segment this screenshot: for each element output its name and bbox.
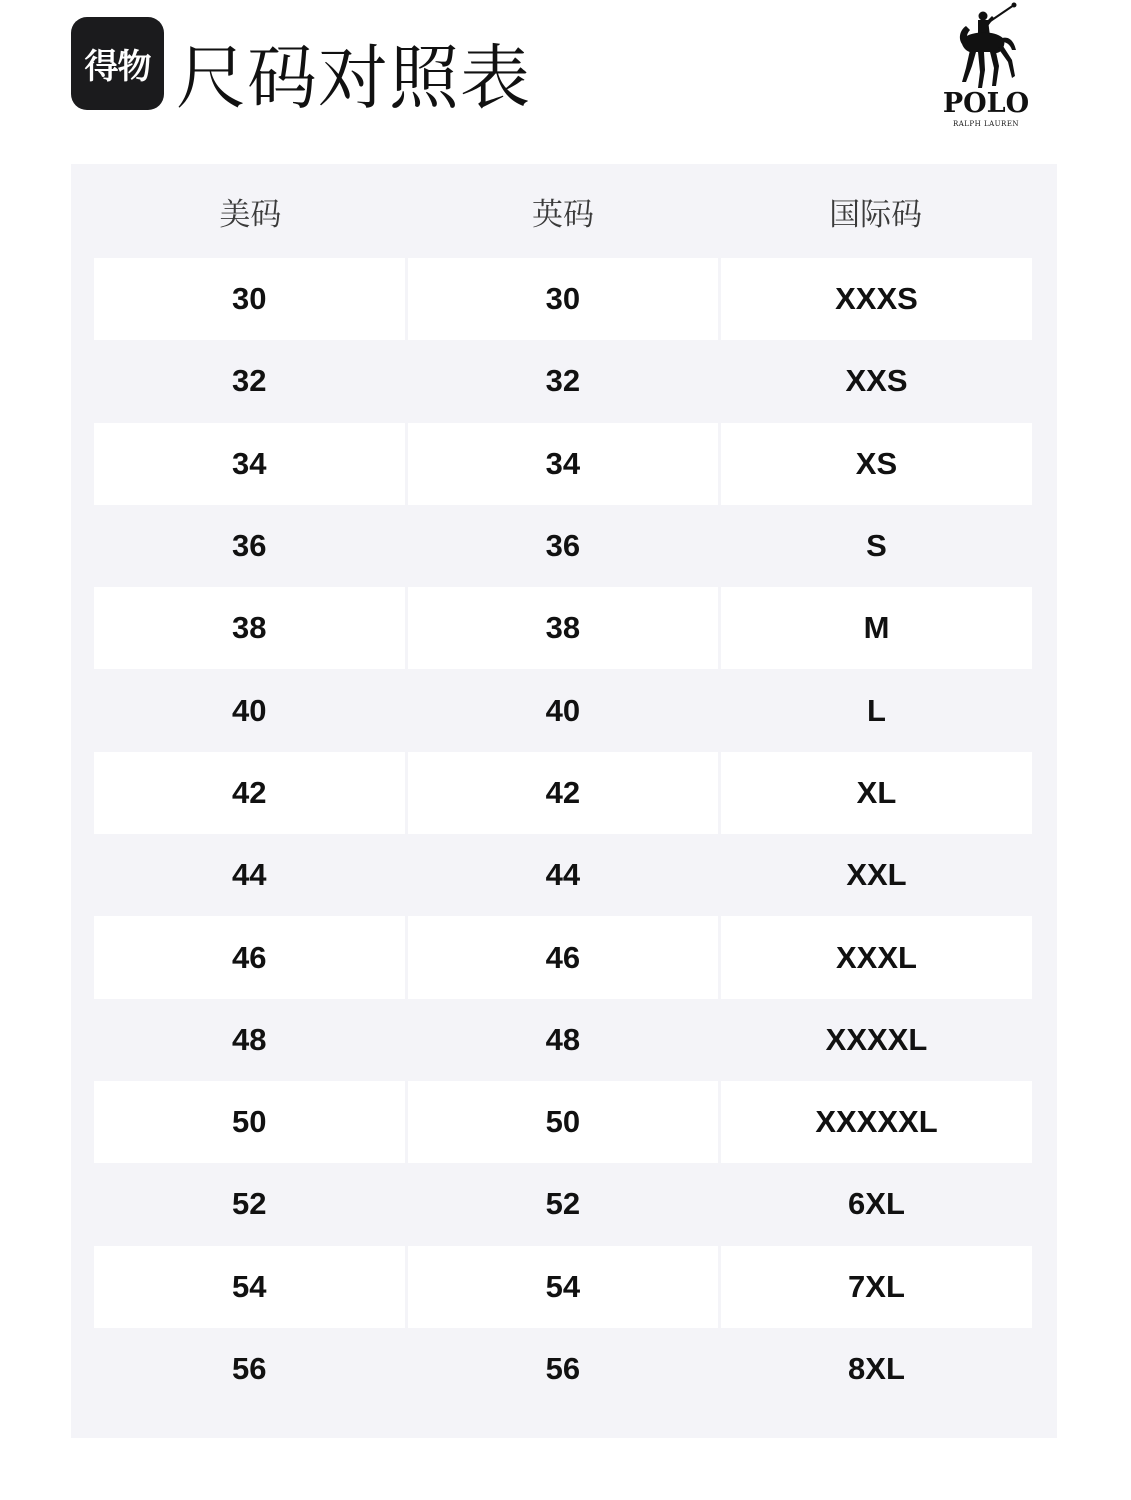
cell-uk-size: 48	[545, 1021, 581, 1057]
cell-uk-size: 34	[408, 423, 719, 505]
app-logo-text: 得物	[84, 47, 151, 87]
cell-uk-size: 36	[545, 528, 581, 564]
table-row	[94, 423, 1032, 505]
app-logo-badge	[71, 17, 164, 110]
table-row	[94, 916, 1032, 998]
cell-us-size: 56	[232, 1351, 267, 1386]
cell-uk-size: 42	[408, 752, 719, 834]
table-row	[94, 1163, 1032, 1245]
cell-us-size: 36	[232, 528, 267, 564]
brand-subtitle: RALPH LAUREN	[952, 120, 1020, 128]
cell-international-size: 6XL	[848, 1186, 905, 1222]
cell-uk-size: 32	[545, 363, 581, 399]
cell-uk-size: 38	[408, 587, 719, 669]
page-header	[0, 0, 1131, 150]
cell-us-size: 54	[94, 1246, 405, 1328]
table-row	[94, 669, 1032, 751]
table-row	[94, 834, 1032, 916]
cell-us-size: 44	[232, 857, 267, 893]
cell-international-size: XXS	[845, 363, 908, 399]
cell-international-size: L	[867, 692, 886, 728]
table-header-row	[94, 164, 1032, 258]
cell-us-size: 48	[232, 1021, 267, 1057]
size-chart-table	[71, 164, 1057, 1438]
cell-international-size: XL	[721, 752, 1032, 834]
brand-name: POLO	[942, 88, 1030, 119]
column-header-international-size: 国际码	[829, 196, 923, 233]
cell-us-size: 34	[94, 423, 405, 505]
cell-us-size: 46	[94, 916, 405, 998]
table-row	[94, 258, 1032, 340]
table-row	[94, 587, 1032, 669]
cell-us-size: 32	[232, 363, 267, 399]
column-header-us-size: 美码	[219, 196, 282, 233]
cell-uk-size: 46	[408, 916, 719, 998]
table-row	[94, 1246, 1032, 1328]
cell-us-size: 50	[94, 1081, 405, 1163]
table-body	[94, 258, 1032, 1410]
cell-international-size: S	[866, 528, 887, 564]
cell-uk-size: 40	[545, 692, 581, 728]
cell-uk-size: 56	[545, 1351, 581, 1386]
brand-logo	[938, 2, 1034, 132]
table-row	[94, 752, 1032, 834]
table-row	[94, 340, 1032, 422]
cell-international-size: 7XL	[721, 1246, 1032, 1328]
cell-us-size: 40	[232, 692, 267, 728]
cell-uk-size: 50	[408, 1081, 719, 1163]
cell-international-size: XS	[721, 423, 1032, 505]
cell-us-size: 38	[94, 587, 405, 669]
cell-uk-size: 30	[408, 258, 719, 340]
page-title: 尺码对照表	[176, 37, 531, 119]
polo-player-icon	[956, 2, 1018, 92]
column-header-uk-size: 英码	[532, 196, 594, 233]
cell-us-size: 30	[94, 258, 405, 340]
table-row	[94, 999, 1032, 1081]
cell-international-size: M	[721, 587, 1032, 669]
table-row	[94, 1081, 1032, 1163]
table-row	[94, 1328, 1032, 1410]
cell-international-size: XXXS	[721, 258, 1032, 340]
cell-uk-size: 44	[545, 857, 581, 893]
cell-international-size: XXXXXL	[721, 1081, 1032, 1163]
cell-international-size: XXL	[846, 857, 907, 893]
cell-us-size: 52	[232, 1186, 267, 1222]
cell-uk-size: 52	[545, 1186, 581, 1222]
table-row	[94, 505, 1032, 587]
cell-uk-size: 54	[408, 1246, 719, 1328]
cell-international-size: 8XL	[848, 1351, 905, 1386]
cell-us-size: 42	[94, 752, 405, 834]
cell-international-size: XXXL	[721, 916, 1032, 998]
cell-international-size: XXXXL	[825, 1021, 928, 1057]
